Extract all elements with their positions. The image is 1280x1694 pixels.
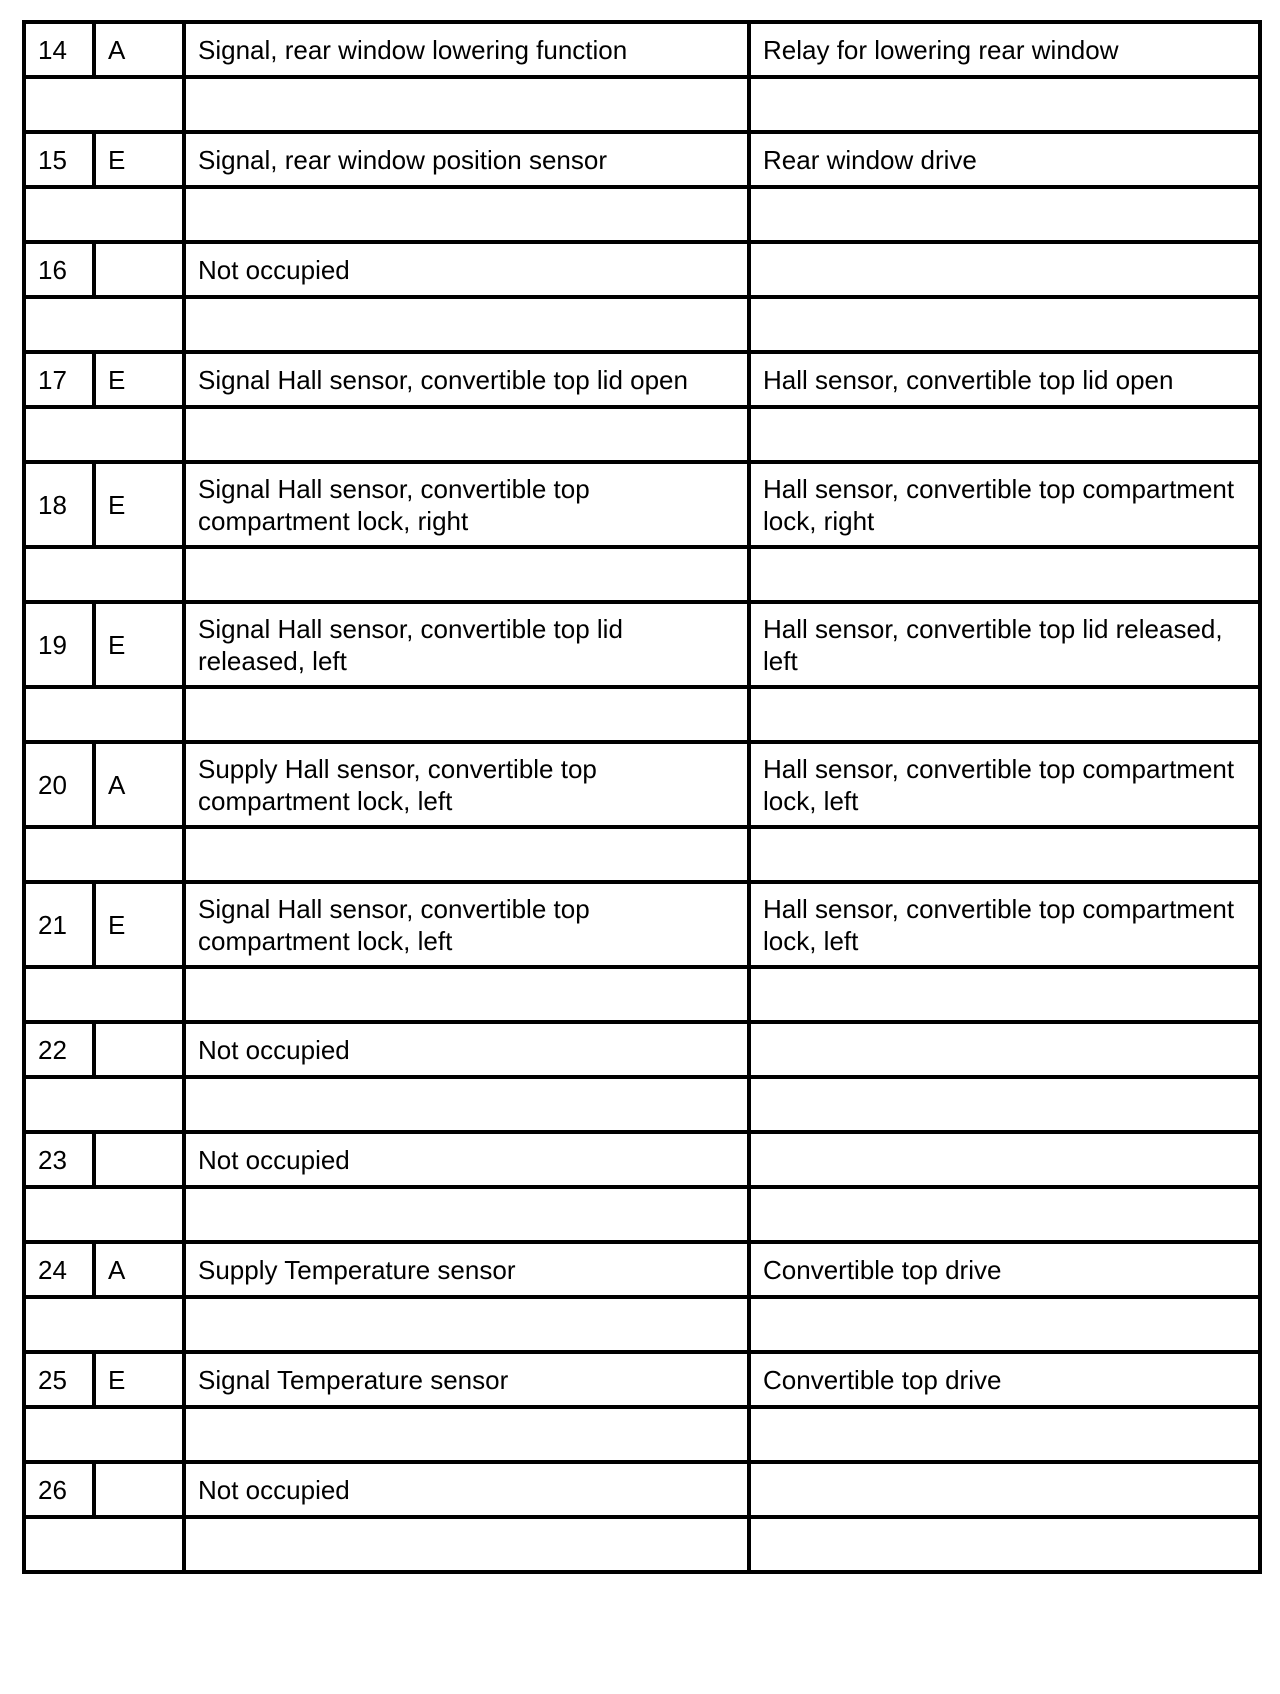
pin-number: 22 xyxy=(24,1022,94,1077)
pin-number: 18 xyxy=(24,462,94,547)
connected-component: Hall sensor, convertible top compartment lock, left xyxy=(749,742,1260,827)
spacer-row xyxy=(24,1077,1260,1132)
signal-direction xyxy=(94,1462,184,1517)
table-row xyxy=(24,882,1260,967)
connected-component xyxy=(749,1132,1260,1187)
table-row xyxy=(24,1352,1260,1407)
spacer-cell xyxy=(184,1297,749,1352)
signal-description: Not occupied xyxy=(184,242,749,297)
signal-description: Signal Hall sensor, convertible top lid open xyxy=(184,352,749,407)
table-row xyxy=(24,352,1260,407)
table-row xyxy=(24,462,1260,547)
spacer-row xyxy=(24,827,1260,882)
table-row xyxy=(24,1132,1260,1187)
signal-description: Supply Hall sensor, convertible top compartment lock, left xyxy=(184,742,749,827)
signal-direction: E xyxy=(94,132,184,187)
signal-description: Not occupied xyxy=(184,1462,749,1517)
spacer-cell xyxy=(24,687,184,742)
pin-number: 24 xyxy=(24,1242,94,1297)
spacer-row xyxy=(24,77,1260,132)
connected-component: Convertible top drive xyxy=(749,1242,1260,1297)
connected-component: Hall sensor, convertible top compartment lock, right xyxy=(749,462,1260,547)
table-row xyxy=(24,1022,1260,1077)
spacer-cell xyxy=(749,407,1260,462)
spacer-cell xyxy=(749,687,1260,742)
spacer-cell xyxy=(24,827,184,882)
signal-direction: A xyxy=(94,22,184,77)
spacer-cell xyxy=(184,1407,749,1462)
table-row xyxy=(24,132,1260,187)
table-row xyxy=(24,602,1260,687)
pin-number: 16 xyxy=(24,242,94,297)
signal-description: Signal Temperature sensor xyxy=(184,1352,749,1407)
spacer-row xyxy=(24,1407,1260,1462)
spacer-cell xyxy=(749,1187,1260,1242)
table-row xyxy=(24,242,1260,297)
connected-component: Relay for lowering rear window xyxy=(749,22,1260,77)
table-row xyxy=(24,22,1260,77)
spacer-cell xyxy=(24,547,184,602)
table-row xyxy=(24,1242,1260,1297)
spacer-cell xyxy=(749,547,1260,602)
spacer-cell xyxy=(184,1077,749,1132)
spacer-cell xyxy=(184,407,749,462)
spacer-cell xyxy=(24,1407,184,1462)
spacer-cell xyxy=(24,1187,184,1242)
spacer-row xyxy=(24,1187,1260,1242)
pin-number: 14 xyxy=(24,22,94,77)
signal-direction xyxy=(94,1022,184,1077)
spacer-cell xyxy=(184,1187,749,1242)
signal-direction xyxy=(94,242,184,297)
spacer-cell xyxy=(184,297,749,352)
connected-component: Hall sensor, convertible top compartment lock, left xyxy=(749,882,1260,967)
signal-description: Signal Hall sensor, convertible top compartment lock, right xyxy=(184,462,749,547)
spacer-row xyxy=(24,187,1260,242)
signal-direction: E xyxy=(94,352,184,407)
spacer-cell xyxy=(24,77,184,132)
signal-direction: E xyxy=(94,602,184,687)
signal-description: Signal, rear window position sensor xyxy=(184,132,749,187)
signal-description: Supply Temperature sensor xyxy=(184,1242,749,1297)
signal-direction: E xyxy=(94,1352,184,1407)
spacer-cell xyxy=(24,187,184,242)
pin-number: 20 xyxy=(24,742,94,827)
spacer-cell xyxy=(749,1407,1260,1462)
spacer-row xyxy=(24,547,1260,602)
spacer-row xyxy=(24,297,1260,352)
spacer-cell xyxy=(184,827,749,882)
spacer-cell xyxy=(24,1077,184,1132)
spacer-cell xyxy=(749,1517,1260,1572)
pin-number: 17 xyxy=(24,352,94,407)
pin-number: 15 xyxy=(24,132,94,187)
spacer-cell xyxy=(184,687,749,742)
spacer-cell xyxy=(184,1517,749,1572)
spacer-cell xyxy=(24,407,184,462)
pin-number: 21 xyxy=(24,882,94,967)
spacer-cell xyxy=(749,1077,1260,1132)
signal-description: Signal, rear window lowering function xyxy=(184,22,749,77)
spacer-cell xyxy=(24,297,184,352)
table-row xyxy=(24,1462,1260,1517)
spacer-cell xyxy=(24,1517,184,1572)
spacer-row xyxy=(24,1517,1260,1572)
connected-component xyxy=(749,1462,1260,1517)
spacer-row xyxy=(24,687,1260,742)
spacer-cell xyxy=(184,187,749,242)
connected-component: Hall sensor, convertible top lid released, left xyxy=(749,602,1260,687)
signal-direction: E xyxy=(94,882,184,967)
spacer-cell xyxy=(749,187,1260,242)
pin-number: 25 xyxy=(24,1352,94,1407)
table-row xyxy=(24,742,1260,827)
spacer-cell xyxy=(749,297,1260,352)
spacer-cell xyxy=(749,77,1260,132)
spacer-cell xyxy=(184,967,749,1022)
pin-assignment-sheet xyxy=(22,20,1258,1574)
signal-description: Signal Hall sensor, convertible top compartment lock, left xyxy=(184,882,749,967)
pin-assignment-table xyxy=(22,20,1262,1574)
connected-component xyxy=(749,1022,1260,1077)
connected-component: Rear window drive xyxy=(749,132,1260,187)
spacer-row xyxy=(24,967,1260,1022)
connected-component: Convertible top drive xyxy=(749,1352,1260,1407)
signal-description: Not occupied xyxy=(184,1022,749,1077)
signal-direction: A xyxy=(94,742,184,827)
pin-number: 26 xyxy=(24,1462,94,1517)
spacer-cell xyxy=(749,967,1260,1022)
spacer-cell xyxy=(184,547,749,602)
signal-direction: A xyxy=(94,1242,184,1297)
signal-direction: E xyxy=(94,462,184,547)
spacer-cell xyxy=(24,967,184,1022)
spacer-cell xyxy=(749,1297,1260,1352)
connected-component: Hall sensor, convertible top lid open xyxy=(749,352,1260,407)
pin-number: 19 xyxy=(24,602,94,687)
signal-description: Signal Hall sensor, convertible top lid released, left xyxy=(184,602,749,687)
signal-direction xyxy=(94,1132,184,1187)
spacer-cell xyxy=(184,77,749,132)
spacer-cell xyxy=(749,827,1260,882)
pin-number: 23 xyxy=(24,1132,94,1187)
spacer-row xyxy=(24,407,1260,462)
spacer-cell xyxy=(24,1297,184,1352)
connected-component xyxy=(749,242,1260,297)
signal-description: Not occupied xyxy=(184,1132,749,1187)
spacer-row xyxy=(24,1297,1260,1352)
